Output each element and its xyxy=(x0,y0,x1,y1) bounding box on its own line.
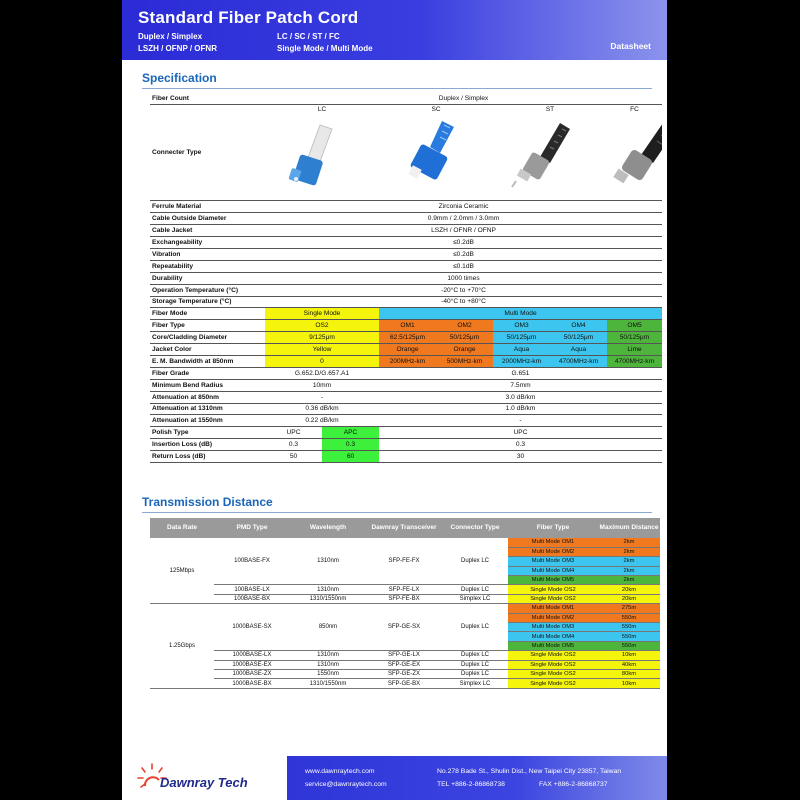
cell: 50 xyxy=(265,451,322,463)
fax-text: FAX +886-2-86868737 xyxy=(539,781,608,788)
fiber-type-cell: Multi Mode OM4 xyxy=(508,632,598,641)
column-header: Connector Type xyxy=(442,518,508,538)
cell: G.651 xyxy=(379,367,662,379)
fiber-type-cell: Multi Mode OM2 xyxy=(508,613,598,622)
cell: 1310nm xyxy=(290,585,366,594)
row-value: ≤0.1dB xyxy=(265,260,662,272)
cell: SFP-GE-EX xyxy=(366,660,442,669)
cell: Duplex LC xyxy=(442,651,508,660)
fiber-type-row xyxy=(150,320,662,332)
cell: 1000BASE-LX xyxy=(214,651,290,660)
row-label: Cable Outside Diameter xyxy=(150,213,265,225)
datasheet-page xyxy=(122,0,667,800)
cell: 100BASE-LX xyxy=(214,585,290,594)
core-row xyxy=(150,332,662,344)
distance-cell: 20km xyxy=(598,585,660,594)
cell: SFP-GE-LX xyxy=(366,651,442,660)
table-row xyxy=(150,93,662,105)
cell: 1.0 dB/km xyxy=(379,403,662,415)
row-label: Minimum Bend Radius xyxy=(150,379,265,391)
fiber-type-cell: Multi Mode OM4 xyxy=(508,566,598,575)
table-row xyxy=(150,272,662,284)
table-row xyxy=(150,669,660,678)
row-label: Fiber Grade xyxy=(150,367,265,379)
page-title: Standard Fiber Patch Cord xyxy=(138,8,359,27)
header-line1-right: LC / SC / ST / FC xyxy=(277,32,340,41)
bandwidth-row xyxy=(150,355,662,367)
row-value: Duplex / Simplex xyxy=(265,93,662,105)
header-line2-left: LSZH / OFNP / OFNR xyxy=(138,44,217,53)
lc-connector-icon xyxy=(282,119,362,191)
row-label: Insertion Loss (dB) xyxy=(150,439,265,451)
distance-cell: 10km xyxy=(598,679,660,688)
row-label: Core/Cladding Diameter xyxy=(150,332,265,344)
distance-cell: 2km xyxy=(598,547,660,556)
row-label: Return Loss (dB) xyxy=(150,451,265,463)
cell: Duplex LC xyxy=(442,538,508,585)
jacket-color-row xyxy=(150,344,662,356)
row-label: Attenuation at 1310nm xyxy=(150,403,265,415)
row-label: Cable Jacket xyxy=(150,225,265,237)
polish-row xyxy=(150,427,662,439)
cell: 50/125μm xyxy=(550,332,607,344)
distance-cell: 40km xyxy=(598,660,660,669)
cell: 7.5mm xyxy=(379,379,662,391)
row-value: ≤0.2dB xyxy=(265,237,662,249)
table-row xyxy=(150,403,662,415)
cell: 100BASE-FX xyxy=(214,538,290,585)
column-header: Fiber Type xyxy=(508,518,598,538)
fiber-type-cell: Single Mode OS2 xyxy=(508,679,598,688)
sc-connector-icon xyxy=(396,119,476,191)
row-value: 1000 times xyxy=(265,272,662,284)
row-label: Polish Type xyxy=(150,427,265,439)
connector-row xyxy=(150,105,662,201)
distance-cell: 20km xyxy=(598,594,660,603)
cell: SFP-FE-LX xyxy=(366,585,442,594)
header-line1-left: Duplex / Simplex xyxy=(138,32,203,41)
fiber-type-cell: Multi Mode OM5 xyxy=(508,641,598,650)
row-value: -40°C to +80°C xyxy=(265,296,662,308)
distance-cell: 275m xyxy=(598,604,660,613)
cell: 0.3 xyxy=(379,439,662,451)
cell: 500MHz-km xyxy=(436,355,493,367)
cell: Simplex LC xyxy=(442,594,508,603)
cell: Orange xyxy=(379,344,436,356)
table-row xyxy=(150,367,662,379)
table-row xyxy=(150,296,662,308)
table-row xyxy=(150,660,660,669)
cell: Duplex LC xyxy=(442,660,508,669)
cell: 0.22 dB/km xyxy=(265,415,379,427)
table-row xyxy=(150,379,662,391)
table-row xyxy=(150,415,662,427)
cell: SFP-FE-BX xyxy=(366,594,442,603)
connector-sc xyxy=(379,105,493,201)
specification-table xyxy=(150,93,662,463)
cell: G.652.D/G.657.A1 xyxy=(265,367,379,379)
cell: 9/125μm xyxy=(265,332,379,344)
cell: Lime xyxy=(607,344,662,356)
row-value: 0.9mm / 2.0mm / 3.0mm xyxy=(265,213,662,225)
section-divider xyxy=(142,88,652,89)
multi-mode-cell: Multi Mode xyxy=(379,308,662,320)
row-value: -20°C to +70°C xyxy=(265,284,662,296)
cell: 50/125μm xyxy=(607,332,662,344)
column-header: PMD Type xyxy=(214,518,290,538)
cell: 3.0 dB/km xyxy=(379,391,662,403)
distance-cell: 550m xyxy=(598,613,660,622)
fiber-type-cell: Multi Mode OM5 xyxy=(508,576,598,585)
cell: 2000MHz-km xyxy=(493,355,550,367)
connector-st xyxy=(493,105,607,201)
fiber-type-cell: Single Mode OS2 xyxy=(508,594,598,603)
cell: 1000BASE-SX xyxy=(214,604,290,651)
row-label: Vibration xyxy=(150,248,265,260)
table-row xyxy=(150,594,660,603)
apc-cell: APC xyxy=(322,427,379,439)
cell: 1000BASE-EX xyxy=(214,660,290,669)
table-row xyxy=(150,391,662,403)
row-label: Repeatability xyxy=(150,260,265,272)
cell: SFP-GE-SX xyxy=(366,604,442,651)
cell: 50/125μm xyxy=(493,332,550,344)
footer xyxy=(122,756,667,800)
distance-cell: 550m xyxy=(598,623,660,632)
fiber-type-cell: Single Mode OS2 xyxy=(508,585,598,594)
distance-cell: 550m xyxy=(598,632,660,641)
cell: Aqua xyxy=(550,344,607,356)
cell: 1310/1550nm xyxy=(290,594,366,603)
fiber-type-cell: Multi Mode OM3 xyxy=(508,557,598,566)
row-label: Connecter Type xyxy=(150,105,265,201)
cell: 0.3 xyxy=(265,439,322,451)
table-row xyxy=(150,585,660,594)
fiber-type-cell: Single Mode OS2 xyxy=(508,651,598,660)
distance-cell: 2km xyxy=(598,557,660,566)
connector-label: ST xyxy=(545,106,555,114)
row-label: Attenuation at 1550nm xyxy=(150,415,265,427)
fiber-type-cell: Multi Mode OM3 xyxy=(508,623,598,632)
cell: 0.3 xyxy=(322,439,379,451)
om3-cell: OM3 xyxy=(493,320,550,332)
cell: 1000BASE-ZX xyxy=(214,669,290,678)
connector-lc xyxy=(265,105,379,201)
table-row xyxy=(150,248,662,260)
row-value: Zirconia Ceramic xyxy=(265,201,662,213)
return-row xyxy=(150,451,662,463)
row-value: LSZH / OFNR / OFNP xyxy=(265,225,662,237)
row-label: Fiber Count xyxy=(150,93,265,105)
data-rate-cell: 125Mbps xyxy=(150,538,214,604)
cell: 200MHz-km xyxy=(379,355,436,367)
table-row xyxy=(150,604,660,613)
cell: 1310nm xyxy=(290,660,366,669)
distance-cell: 550m xyxy=(598,641,660,650)
column-header: Data Rate xyxy=(150,518,214,538)
row-label: Jacket Color xyxy=(150,344,265,356)
cell: - xyxy=(265,391,379,403)
specification-heading: Specification xyxy=(142,71,217,85)
connector-label: FC xyxy=(630,106,639,114)
column-header: Wavelength xyxy=(290,518,366,538)
table-row xyxy=(150,284,662,296)
table-row xyxy=(150,213,662,225)
cell: UPC xyxy=(379,427,662,439)
table-row xyxy=(150,651,660,660)
row-label: Durability xyxy=(150,272,265,284)
section-divider xyxy=(142,512,652,513)
email-link[interactable]: service@dawnraytech.com xyxy=(305,781,387,788)
distance-cell: 2km xyxy=(598,576,660,585)
fiber-type-cell: Multi Mode OM1 xyxy=(508,604,598,613)
table-row xyxy=(150,237,662,249)
cell: 1310nm xyxy=(290,538,366,585)
row-label: Exchangeability xyxy=(150,237,265,249)
fiber-mode-row xyxy=(150,308,662,320)
tel-text: TEL +886-2-86868738 xyxy=(437,781,505,788)
row-label: Attenuation at 850nm xyxy=(150,391,265,403)
distance-cell: 2km xyxy=(598,538,660,547)
table-row xyxy=(150,679,660,688)
datasheet-badge: Datasheet xyxy=(610,41,651,51)
cell: 0.36 dB/km xyxy=(265,403,379,415)
distance-cell: 2km xyxy=(598,566,660,575)
single-mode-cell: Single Mode xyxy=(265,308,379,320)
upc-cell: UPC xyxy=(265,427,322,439)
table-row xyxy=(150,201,662,213)
om5-cell: OM5 xyxy=(607,320,662,332)
company-logo: Dawnray Tech xyxy=(160,775,248,790)
cell: 50/125μm xyxy=(436,332,493,344)
cell: 1310nm xyxy=(290,651,366,660)
address-text: No.278 Bade St., Shulin Dist., New Taipei City 23857, Taiwan xyxy=(437,768,622,775)
distance-cell: 10km xyxy=(598,651,660,660)
cell: 1550nm xyxy=(290,669,366,678)
connector-label: LC xyxy=(317,106,327,114)
transmission-table xyxy=(150,518,660,689)
cell: 850nm xyxy=(290,604,366,651)
connector-label: SC xyxy=(431,106,441,114)
fiber-type-cell: Multi Mode OM2 xyxy=(508,547,598,556)
cell: 1310/1550nm xyxy=(290,679,366,688)
table-row xyxy=(150,260,662,272)
cell: 1000BASE-BX xyxy=(214,679,290,688)
fiber-type-cell: Single Mode OS2 xyxy=(508,669,598,678)
column-header: Maximum Distance xyxy=(598,518,660,538)
cell: Aqua xyxy=(493,344,550,356)
cell: Duplex LC xyxy=(442,585,508,594)
cell: Duplex LC xyxy=(442,669,508,678)
row-label: Storage Temperature (°C) xyxy=(150,296,265,308)
row-label: Ferrule Material xyxy=(150,201,265,213)
header-banner xyxy=(122,0,667,60)
cell: SFP-FE-FX xyxy=(366,538,442,585)
os2-cell: OS2 xyxy=(265,320,379,332)
cell: Orange xyxy=(436,344,493,356)
cell: Duplex LC xyxy=(442,604,508,651)
cell: 62.5/125μm xyxy=(379,332,436,344)
om1-cell: OM1 xyxy=(379,320,436,332)
cell: 10mm xyxy=(265,379,379,391)
header-line2-right: Single Mode / Multi Mode xyxy=(277,44,373,53)
fc-connector-icon xyxy=(609,119,662,191)
cell: SFP-GE-ZX xyxy=(366,669,442,678)
footer-contact-bar xyxy=(287,756,667,800)
cell: Simplex LC xyxy=(442,679,508,688)
cell: 30 xyxy=(379,451,662,463)
cell: 60 xyxy=(322,451,379,463)
st-connector-icon xyxy=(510,119,590,191)
fiber-type-cell: Multi Mode OM1 xyxy=(508,538,598,547)
row-label: Operation Temperature (°C) xyxy=(150,284,265,296)
connector-fc xyxy=(607,105,662,201)
row-label: Fiber Type xyxy=(150,320,265,332)
website-link[interactable]: www.dawnraytech.com xyxy=(305,768,375,775)
row-label: Fiber Mode xyxy=(150,308,265,320)
column-header: Dawnray Transceiver xyxy=(366,518,442,538)
cell: 4700MHz-km xyxy=(550,355,607,367)
table-row xyxy=(150,225,662,237)
cell: SFP-GE-BX xyxy=(366,679,442,688)
cell: - xyxy=(379,415,662,427)
distance-cell: 80km xyxy=(598,669,660,678)
om2-cell: OM2 xyxy=(436,320,493,332)
row-label: E. M. Bandwidth at 850nm xyxy=(150,355,265,367)
transmission-heading: Transmission Distance xyxy=(142,495,273,509)
insertion-row xyxy=(150,439,662,451)
table-row xyxy=(150,538,660,547)
row-value: ≤0.2dB xyxy=(265,248,662,260)
fiber-type-cell: Single Mode OS2 xyxy=(508,660,598,669)
cell: 100BASE-BX xyxy=(214,594,290,603)
table-header-row xyxy=(150,518,660,538)
cell: 0 xyxy=(265,355,379,367)
data-rate-cell: 1.25Gbps xyxy=(150,604,214,689)
om4-cell: OM4 xyxy=(550,320,607,332)
cell: 4700MHz-km xyxy=(607,355,662,367)
cell: Yellow xyxy=(265,344,379,356)
